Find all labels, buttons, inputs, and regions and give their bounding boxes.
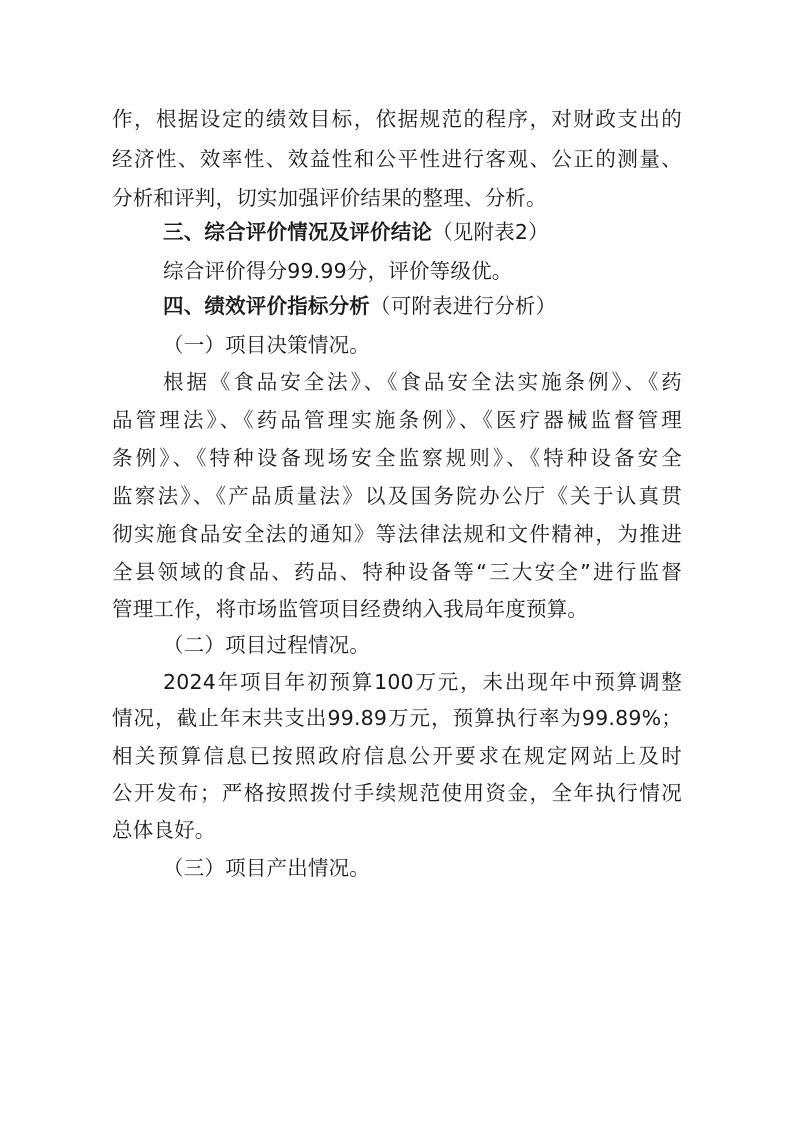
paragraph-line: 情况，截止年末共支出99.89万元，预算执行率为99.89%； — [112, 706, 682, 730]
section-heading-3 — [163, 217, 549, 247]
paragraph-line: 2024年项目年初预算100万元，未出现年中预算调整 — [163, 670, 682, 694]
paragraph-line: 条例》、《特种设备现场安全监察规则》、《特种设备安全 — [112, 446, 682, 470]
paragraph-line: 根据《食品安全法》、《食品安全法实施条例》、《药 — [163, 370, 682, 394]
paragraph-line: 品管理法》、《药品管理实施条例》、《医疗器械监督管理 — [112, 408, 682, 432]
paragraph-line: 综合评价得分99.99分，评价等级优。 — [163, 259, 513, 283]
section-heading-title: 四、绩效评价指标分析 — [163, 294, 370, 318]
paragraph-line: 彻实施食品安全法的通知》等法律法规和文件精神，为推进 — [112, 522, 682, 546]
paragraph-line: 总体良好。 — [112, 818, 216, 842]
subsection-heading: （二）项目过程情况。 — [163, 633, 370, 657]
section-heading-note: （见附表2） — [432, 220, 549, 244]
paragraph-line: 公开发布；严格按照拨付手续规范使用资金，全年执行情况 — [112, 781, 682, 805]
subsection-heading: （一）项目决策情况。 — [163, 333, 370, 357]
section-heading-note: （可附表进行分析） — [370, 294, 557, 318]
paragraph-line: 作，根据设定的绩效目标，依据规范的程序，对财政支出的 — [112, 107, 682, 131]
section-heading-4 — [163, 291, 556, 321]
section-heading-title: 三、综合评价情况及评价结论 — [163, 220, 433, 244]
paragraph-line: 经济性、效率性、效益性和公平性进行客观、公正的测量、 — [112, 147, 682, 171]
subsection-heading: （三）项目产出情况。 — [163, 856, 370, 880]
paragraph-line: 管理工作，将市场监管项目经费纳入我局年度预算。 — [112, 597, 589, 621]
paragraph-line: 监察法》、《产品质量法》以及国务院办公厅《关于认真贯 — [112, 484, 682, 508]
paragraph-line: 分析和评判，切实加强评价结果的整理、分析。 — [112, 186, 547, 210]
paragraph-line: 相关预算信息已按照政府信息公开要求在规定网站上及时 — [112, 744, 682, 768]
paragraph-line: 全县领域的食品、药品、特种设备等“三大安全”进行监督 — [112, 560, 682, 584]
